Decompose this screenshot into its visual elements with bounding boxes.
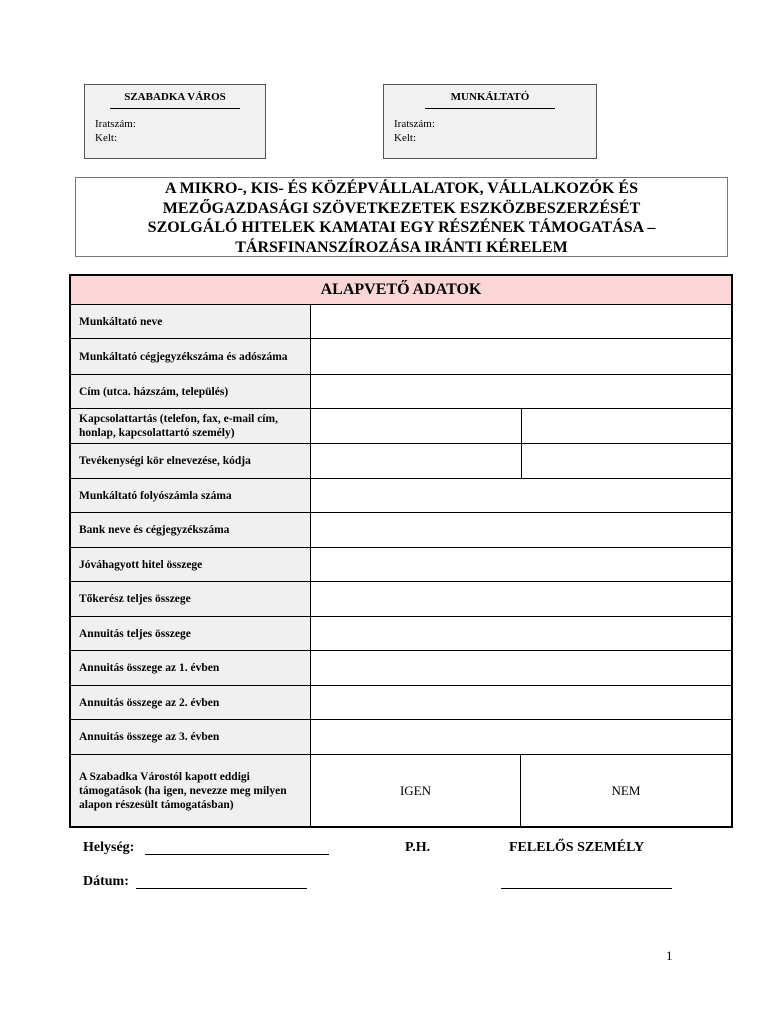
activity-code-field[interactable] (522, 444, 731, 478)
title-line: A MIKRO-, KIS- ÉS KÖZÉPVÁLLALATOK, VÁLLALKOZÓK ÉS (165, 180, 638, 197)
city-stamp-title: SZABADKA VÁROS (124, 91, 226, 103)
activity-field-group (311, 444, 731, 478)
row-label: Annuitás összege az 1. évben (71, 651, 311, 685)
table-row-registration-number (71, 339, 731, 375)
row-label: A Szabadka Várostól kapott eddigi támogatások (ha igen, nevezze meg milyen alapon részesült támogatásban) (71, 755, 311, 826)
bank-name-field[interactable] (311, 513, 731, 547)
employer-stamp-title: MUNKÁLTATÓ (450, 91, 530, 103)
title-line: TÁRSFINANSZÍROZÁSA IRÁNTI KÉRELEM (235, 238, 568, 256)
annuity-year-1-field[interactable] (311, 651, 731, 685)
previous-support-yes-option[interactable]: IGEN (311, 755, 521, 826)
employer-file-number-label: Iratszám: (394, 118, 435, 130)
table-row-contact (71, 409, 731, 444)
page-number: 1 (666, 948, 673, 963)
document-title (75, 177, 728, 257)
table-row-annuity-year-2 (71, 686, 731, 720)
previous-support-no-option[interactable]: NEM (611, 782, 641, 798)
employer-stamp-divider (425, 107, 555, 109)
table-row-previous-support (71, 755, 731, 826)
row-label: Tevékenységi kör elnevezése, kódja (71, 444, 311, 478)
date-label: Dátum: (83, 874, 129, 889)
row-label: Annuitás összege az 2. évben (71, 686, 311, 719)
employer-date-label: Kelt: (394, 132, 416, 144)
activity-name-field[interactable] (311, 444, 522, 478)
row-label: Annuitás teljes összege (71, 617, 311, 650)
date-field[interactable] (136, 887, 307, 889)
row-label: Jóváhagyott hitel összege (71, 548, 311, 581)
place-field[interactable] (145, 853, 329, 855)
principal-field[interactable] (311, 582, 731, 616)
table-row-principal (71, 582, 731, 617)
row-label: Munkáltató neve (71, 305, 311, 338)
city-stamp-box (84, 84, 266, 159)
table-header: ALAPVETŐ ADATOK (71, 276, 731, 305)
city-date-label: Kelt: (95, 132, 117, 144)
bank-account-field[interactable] (311, 479, 731, 512)
table-row-activity (71, 444, 731, 479)
annuity-total-field[interactable] (311, 617, 731, 650)
annuity-year-2-field[interactable] (311, 686, 731, 719)
employer-name-field[interactable] (311, 305, 731, 338)
contact-field-right[interactable] (522, 409, 731, 443)
row-label: Kapcsolattartás (telefon, fax, e-mail cím, honlap, kapcsolattartó személy) (71, 409, 311, 443)
responsible-person-label: FELELŐS SZEMÉLY (509, 840, 645, 855)
title-line: MEZŐGAZDASÁGI SZÖVETKEZETEK ESZKÖZBESZERZÉSÉT (162, 199, 641, 217)
table-row-approved-loan (71, 548, 731, 582)
basic-data-table (69, 274, 733, 828)
table-row-bank-account (71, 479, 731, 513)
stamp-placeholder-label: P.H. (405, 840, 431, 855)
table-row-bank-name (71, 513, 731, 548)
table-row-annuity-year-3 (71, 720, 731, 755)
city-file-number-label: Iratszám: (95, 118, 136, 130)
table-row-address (71, 375, 731, 409)
row-label: Munkáltató folyószámla száma (71, 479, 311, 512)
contact-field-group (311, 409, 731, 443)
row-label: Munkáltató cégjegyzékszáma és adószáma (71, 339, 311, 374)
table-row-employer-name (71, 305, 731, 339)
address-field[interactable] (311, 375, 731, 408)
row-label: Cím (utca. házszám, település) (71, 375, 311, 408)
row-label: Bank neve és cégjegyzékszáma (71, 513, 311, 547)
registration-number-field[interactable] (311, 339, 731, 374)
title-line: SZOLGÁLÓ HITELEK KAMATAI EGY RÉSZÉNEK TÁMOGATÁSA – (147, 219, 656, 236)
city-stamp-divider (110, 107, 240, 109)
table-row-annuity-total (71, 617, 731, 651)
place-label: Helység: (83, 840, 135, 855)
signature-line[interactable] (501, 887, 672, 889)
row-label: Tőkerész teljes összege (71, 582, 311, 616)
approved-loan-field[interactable] (311, 548, 731, 581)
contact-field-left[interactable] (311, 409, 522, 443)
annuity-year-3-field[interactable] (311, 720, 731, 754)
employer-stamp-box (383, 84, 597, 159)
row-label: Annuitás összege az 3. évben (71, 720, 311, 754)
table-row-annuity-year-1 (71, 651, 731, 686)
